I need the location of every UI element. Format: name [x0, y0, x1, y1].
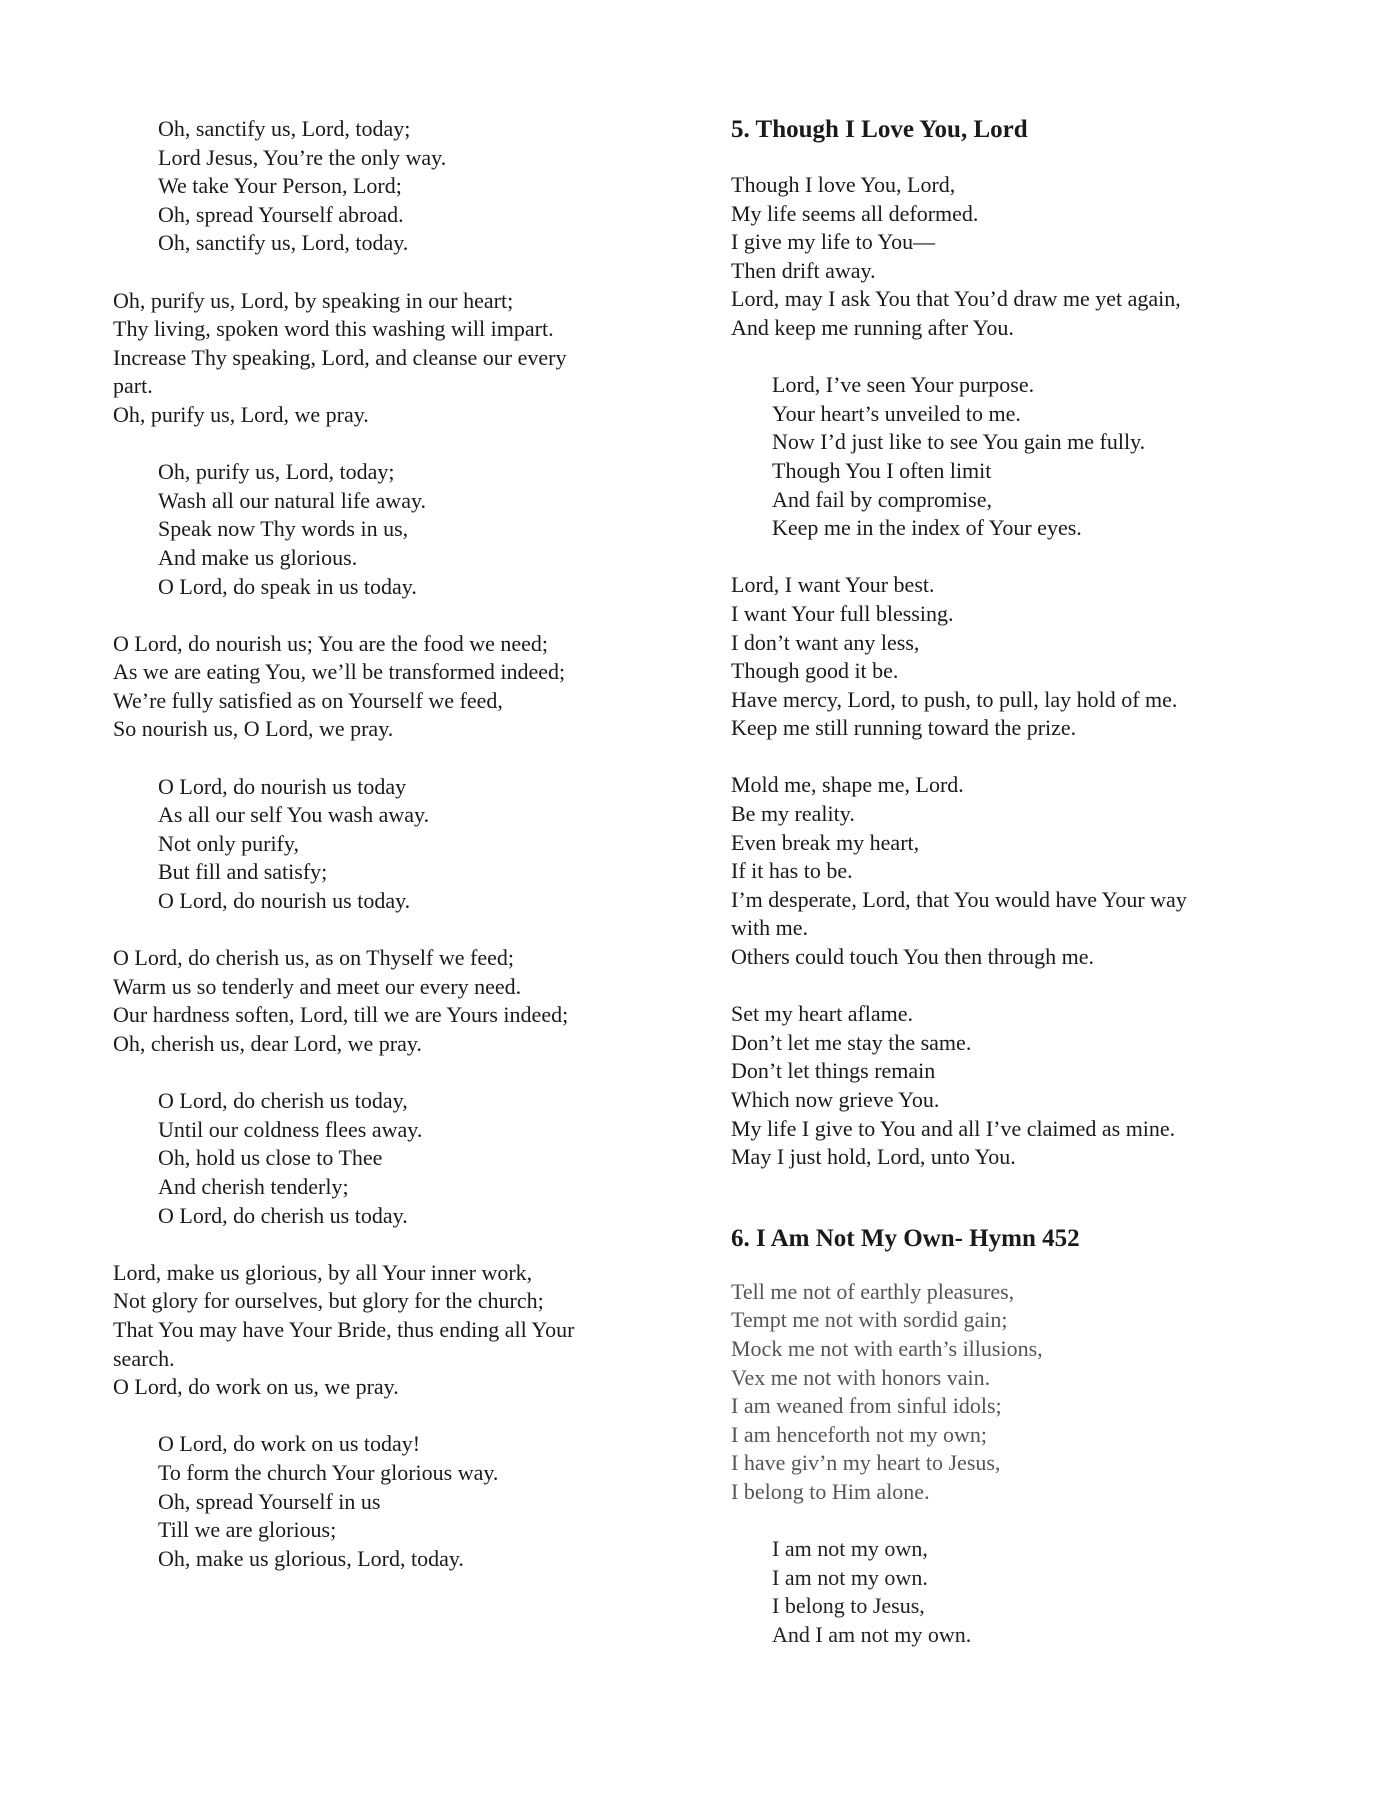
lyric-line: I belong to Jesus, — [772, 1593, 925, 1619]
lyric-line: Keep me still running toward the prize. — [731, 715, 1077, 741]
lyric-line: Lord, I’ve seen Your purpose. — [772, 372, 1035, 398]
lyric-line: And cherish tenderly; — [158, 1173, 349, 1199]
lyric-line: And I am not my own. — [772, 1621, 972, 1647]
lyric-line: I am not my own, — [772, 1536, 928, 1562]
verse-stanza — [113, 1259, 673, 1402]
lyric-line: Lord, may I ask You that You’d draw me yet again, — [731, 286, 1181, 312]
lyric-line: Warm us so tenderly and meet our every need. — [113, 973, 522, 999]
lyric-line: search. — [113, 1345, 175, 1371]
verse-stanza — [731, 171, 1291, 343]
lyric-line: I’m desperate, Lord, that You would have Your way — [731, 886, 1187, 912]
lyric-line: Have mercy, Lord, to push, to pull, lay hold of me. — [731, 686, 1178, 712]
lyric-line: Lord, I want Your best. — [731, 572, 935, 598]
chorus-stanza — [731, 1535, 1291, 1649]
lyric-line: I am not my own. — [772, 1564, 928, 1590]
verse-stanza — [731, 1000, 1291, 1172]
verse-stanza — [731, 1278, 1291, 1507]
lyric-line: Though good it be. — [731, 658, 899, 684]
chorus-stanza — [731, 371, 1291, 543]
lyric-line: As all our self You wash away. — [158, 802, 430, 828]
chorus-stanza — [113, 773, 673, 916]
verse-stanza — [731, 571, 1291, 743]
lyric-line: Others could touch You then through me. — [731, 944, 1094, 970]
lyric-line: Not only purify, — [158, 830, 299, 856]
verse-stanza — [113, 287, 673, 430]
lyric-line: Oh, purify us, Lord, we pray. — [113, 401, 369, 427]
lyric-line: O Lord, do speak in us today. — [158, 573, 417, 599]
lyric-line: Though You I often limit — [772, 457, 992, 483]
lyric-line: Oh, cherish us, dear Lord, we pray. — [113, 1031, 422, 1056]
lyric-line: Oh, spread Yourself abroad. — [158, 201, 404, 227]
lyric-line: To form the church Your glorious way. — [158, 1459, 499, 1485]
lyric-line: I belong to Him alone. — [731, 1478, 930, 1504]
lyric-line: May I just hold, Lord, unto You. — [731, 1144, 1016, 1170]
lyric-line: Your heart’s unveiled to me. — [772, 400, 1021, 426]
lyric-line: As we are eating You, we’ll be transformed indeed; — [113, 659, 566, 685]
lyric-line: Thy living, spoken word this washing will impart. — [113, 316, 554, 342]
lyric-line: O Lord, do nourish us; You are the food we need; — [113, 630, 549, 656]
lyric-line: Tell me not of earthly pleasures, — [731, 1278, 1015, 1304]
lyric-line: part. — [113, 373, 153, 399]
lyric-line: And keep me running after You. — [731, 314, 1014, 340]
lyric-line: with me. — [731, 915, 808, 941]
chorus-stanza — [113, 1087, 673, 1230]
lyric-line: I want Your full blessing. — [731, 600, 954, 626]
lyric-line: Oh, purify us, Lord, today; — [158, 459, 395, 485]
lyric-line: Which now grieve You. — [731, 1087, 940, 1112]
lyric-line: Speak now Thy words in us, — [158, 516, 409, 542]
lyric-line: Wash all our natural life away. — [158, 487, 427, 513]
lyric-line: We take Your Person, Lord; — [158, 173, 402, 199]
lyric-line: Set my heart aflame. — [731, 1001, 914, 1027]
lyric-line: But fill and satisfy; — [158, 859, 328, 885]
lyric-line: My life seems all deformed. — [731, 200, 979, 226]
lyric-line: My life I give to You and all I’ve claimed as mine. — [731, 1115, 1176, 1141]
left-column — [113, 115, 673, 1573]
lyric-line: O Lord, do nourish us today. — [158, 888, 411, 914]
lyric-line: Increase Thy speaking, Lord, and cleanse our every — [113, 344, 567, 370]
lyric-line: Don’t let things remain — [731, 1058, 936, 1084]
lyric-line: Keep me in the index of Your eyes. — [772, 515, 1082, 541]
verse-stanza — [731, 771, 1291, 971]
lyric-line: O Lord, do cherish us today, — [158, 1088, 408, 1114]
verse-stanza — [113, 630, 673, 744]
chorus-stanza — [113, 115, 673, 258]
chorus-stanza — [113, 458, 673, 601]
lyric-line: Oh, sanctify us, Lord, today; — [158, 116, 411, 141]
lyric-line: O Lord, do work on us, we pray. — [113, 1374, 399, 1400]
lyric-line: Until our coldness flees away. — [158, 1116, 423, 1142]
lyric-line: Oh, sanctify us, Lord, today. — [158, 230, 409, 256]
lyric-line: Don’t let me stay the same. — [731, 1029, 972, 1055]
lyric-line: If it has to be. — [731, 858, 853, 884]
lyric-line: Mold me, shape me, Lord. — [731, 772, 964, 798]
lyric-line: Oh, purify us, Lord, by speaking in our heart; — [113, 287, 514, 313]
lyric-line: So nourish us, O Lord, we pray. — [113, 716, 394, 742]
lyric-line: That You may have Your Bride, thus ending all Your — [113, 1316, 575, 1342]
lyric-line: Till we are glorious; — [158, 1517, 337, 1543]
lyric-line: And make us glorious. — [158, 544, 358, 570]
lyric-line: Not glory for ourselves, but glory for the church; — [113, 1288, 544, 1314]
chorus-stanza — [113, 1430, 673, 1573]
hymn-title: 5. Though I Love You, Lord — [731, 116, 1028, 143]
lyric-line: Vex me not with honors vain. — [731, 1364, 991, 1390]
lyric-line: Oh, spread Yourself in us — [158, 1488, 381, 1514]
lyric-line: Lord, make us glorious, by all Your inner work, — [113, 1259, 533, 1285]
lyric-line: I am henceforth not my own; — [731, 1421, 987, 1447]
lyric-line: O Lord, do work on us today! — [158, 1431, 421, 1457]
lyric-line: Mock me not with earth’s illusions, — [731, 1335, 1043, 1361]
lyric-line: Tempt me not with sordid gain; — [731, 1307, 1008, 1333]
lyric-line: I am weaned from sinful idols; — [731, 1393, 1002, 1419]
hymn-title: 6. I Am Not My Own- Hymn 452 — [731, 1224, 1080, 1252]
lyric-line: Our hardness soften, Lord, till we are Yours indeed; — [113, 1002, 569, 1028]
lyric-line: I don’t want any less, — [731, 629, 920, 655]
right-column — [731, 115, 1291, 1650]
lyric-line: Oh, make us glorious, Lord, today. — [158, 1545, 464, 1571]
lyric-line: Even break my heart, — [731, 829, 920, 855]
lyric-line: And fail by compromise, — [772, 486, 992, 512]
lyric-line: I have giv’n my heart to Jesus, — [731, 1450, 1001, 1476]
lyric-line: Lord Jesus, You’re the only way. — [158, 144, 447, 170]
lyric-line: We’re fully satisfied as on Yourself we feed, — [113, 687, 503, 713]
lyric-line: I give my life to You— — [731, 229, 936, 255]
lyric-line: O Lord, do cherish us, as on Thyself we feed; — [113, 945, 514, 971]
lyric-line: Though I love You, Lord, — [731, 172, 956, 197]
lyric-line: Be my reality. — [731, 801, 855, 827]
lyric-line: O Lord, do nourish us today — [158, 773, 407, 799]
verse-stanza — [113, 944, 673, 1058]
lyric-line: Now I’d just like to see You gain me fully. — [772, 429, 1146, 455]
lyric-line: Oh, hold us close to Thee — [158, 1145, 383, 1171]
lyric-line: Then drift away. — [731, 257, 876, 283]
lyric-line: O Lord, do cherish us today. — [158, 1202, 408, 1228]
